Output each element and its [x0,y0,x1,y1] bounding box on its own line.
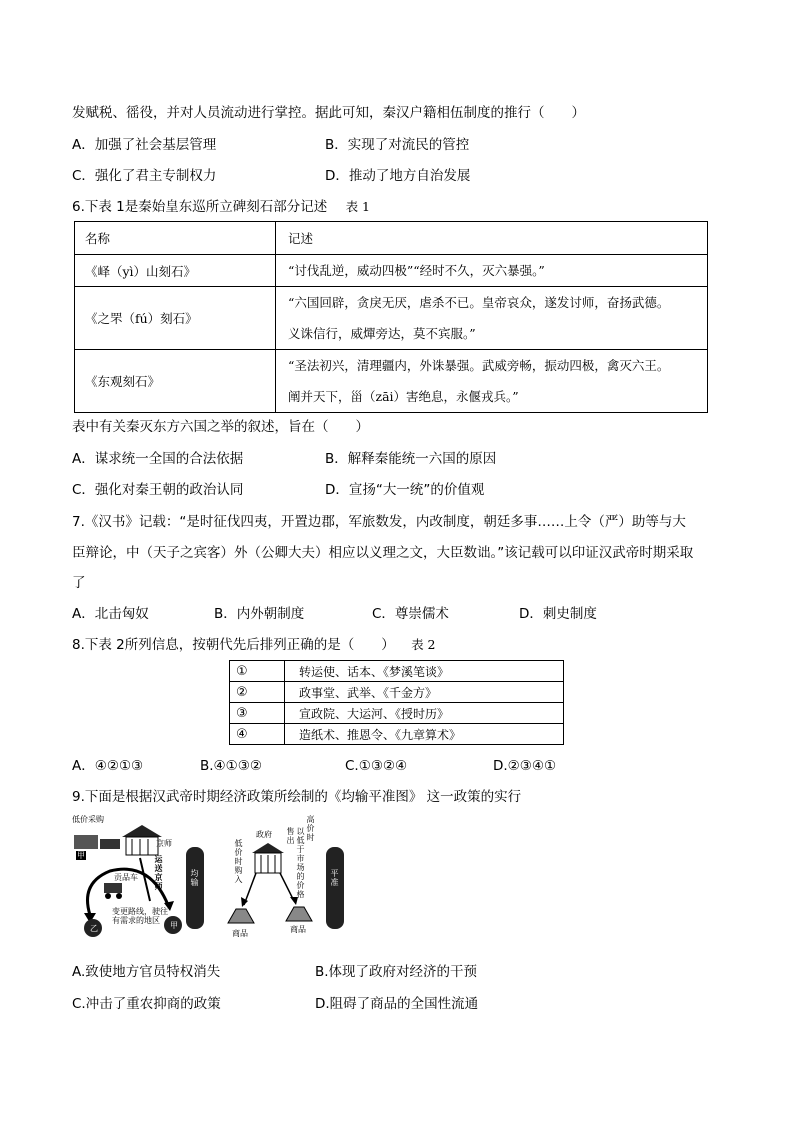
q6-row2-line2: 义诛信行，威燀旁达，莫不宾服。” [288,326,476,341]
q7-option-d[interactable]: D．刺史制度 [519,606,597,622]
figure-low-buy-in-label: 低价时购入 [234,839,243,884]
q7-option-c[interactable]: C．尊崇儒术 [372,606,449,622]
figure-pingzhun-label: 平准 [330,869,339,887]
q8-option-c[interactable]: C.①③②④ [345,758,408,774]
q9-option-a[interactable]: A.致使地方官员特权消失 [72,964,221,980]
q6-table [74,221,708,413]
table-row [230,724,564,745]
q6-row3-name: 《东观刻石》 [75,350,276,413]
figure-goods-label-1: 商品 [232,929,248,938]
q7-line3: 了 [72,575,86,591]
figure-yi-label: 乙 [90,924,98,933]
q8-option-a[interactable]: A．④②①③ [72,758,144,774]
q7-line1: 7.《汉书》记载：“是时征伐四夷，开置边郡，军旅数发，内改制度，朝廷多事……上令（严）助等与大 [72,514,686,530]
q8-stem [72,636,436,654]
cart-icon [100,839,120,849]
figure-sell-label: 售出 [286,827,295,845]
figure-below-market-label: 以低于市场的价格 [296,827,305,899]
figure-route-change-label: 变更路线，驶往有需求的地区 [112,907,168,925]
q6-row3-line2: 阐并天下，甾（zāi）害绝息，永偃戎兵。” [288,389,519,404]
q6-row3-text [276,350,708,413]
figure-goods-label-2: 商品 [290,925,306,934]
q8-stem-text: 8.下表 2所列信息，按朝代先后排列正确的是（ ） [72,637,395,653]
q6-row1-text: “讨伐乱逆，威动四极”“经时不久，灭六暴强。” [276,255,708,287]
q6-row1-name: 《峄（yì）山刻石》 [75,255,276,287]
figure-capital-label: 京师 [156,839,172,848]
q9-option-c[interactable]: C.冲击了重农抑商的政策 [72,996,221,1012]
q7-line2: 臣辩论，中（天子之宾客）外（公卿大夫）相应以义理之文，大臣数诎。”该记载可以印证汉武帝时期采取 [72,545,694,561]
q6-option-c[interactable]: C．强化对秦王朝的政治认同 [72,482,244,498]
figure-transport-label: 运送京师 [154,855,163,891]
q8-option-d[interactable]: D.②③④① [493,758,557,774]
q8-table [229,660,564,745]
q5-option-d[interactable]: D．推动了地方自治发展 [325,168,471,184]
q6-stem-text: 6.下表 1是秦始皇东巡所立碑刻石部分记述 [72,199,328,215]
q8-table-tag: 表 2 [411,637,436,652]
q6-option-b[interactable]: B．解释秦能统一六国的原因 [325,451,497,467]
figure-high-time-label: 高价时 [306,815,315,842]
q5-option-a[interactable]: A．加强了社会基层管理 [72,137,217,153]
q6-row2-text [276,287,708,350]
q7-option-b[interactable]: B．内外朝制度 [214,606,305,622]
q8-row1-text: 转运使、话本、《梦溪笔谈》 [285,661,564,682]
q8-row3-text: 宣政院、大运河、《授时历》 [285,703,564,724]
q6-table-header-row [75,222,708,255]
table-row [230,661,564,682]
table-row [75,287,708,350]
q6-option-d[interactable]: D．宣扬“大一统”的价值观 [325,482,485,498]
q7-option-a[interactable]: A．北击匈奴 [72,606,149,622]
q6-table-tag: 表 1 [345,199,370,214]
q6-question: 表中有关秦灭东方六国之举的叙述，旨在（ ） [72,419,369,435]
figure-government-label: 政府 [256,830,272,839]
q6-header-name: 名称 [75,222,276,255]
figure-tribute-cart-label: 贡品车 [114,873,138,882]
q8-row4-num: ④ [230,724,285,745]
q6-row2-name: 《之罘（fú）刻石》 [75,287,276,350]
figure-jia-label: 甲 [170,921,178,930]
q6-stem [72,198,370,216]
q9-option-d[interactable]: D.阻碍了商品的全国性流通 [315,996,479,1012]
q8-row1-num: ① [230,661,285,682]
figure-jia-tag: 甲 [77,851,85,860]
table-row [75,255,708,287]
q9-option-b[interactable]: B.体现了政府对经济的干预 [315,964,478,980]
q5-stem-continuation: 发赋税、徭役，并对人员流动进行掌控。据此可知，秦汉户籍相伍制度的推行（ ） [72,105,585,121]
goods-pile-2 [286,907,312,921]
q8-option-b[interactable]: B.④①③② [200,758,262,774]
q6-option-a[interactable]: A．谋求统一全国的合法依据 [72,451,244,467]
q9-stem: 9.下面是根据汉武帝时期经济政策所绘制的《均输平准图》 这一政策的实行 [72,789,522,805]
q6-row3-line1: “圣法初兴，清理疆内，外诛暴强。武威旁畅，振动四极，禽灭六王。 [288,358,670,373]
table-row [230,703,564,724]
q8-row2-text: 政事堂、武举、《千金方》 [285,682,564,703]
figure-low-buy-label: 低价采购 [72,815,104,824]
q5-option-c[interactable]: C．强化了君主专制权力 [72,168,217,184]
tribute-cart-icon [104,883,122,893]
table-row [230,682,564,703]
junshu-pingzhun-figure [70,813,350,945]
goods-pile-1 [228,909,254,923]
q8-row4-text: 造纸术、推恩令、《九章算术》 [285,724,564,745]
roof-icon [122,825,162,837]
figure-junshu-label: 均输 [190,869,199,887]
q6-row2-line1: “六国回辟，贪戾无厌，虐杀不已。皇帝哀众，遂发讨师，奋扬武德。 [288,295,670,310]
gov-roof-icon [252,843,284,853]
capital-building-icon [126,837,158,855]
warehouse-icon [74,835,98,849]
q8-row2-num: ② [230,682,285,703]
q8-row3-num: ③ [230,703,285,724]
q6-header-record: 记述 [276,222,708,255]
table-row [75,350,708,413]
q5-option-b[interactable]: B．实现了对流民的管控 [325,137,470,153]
